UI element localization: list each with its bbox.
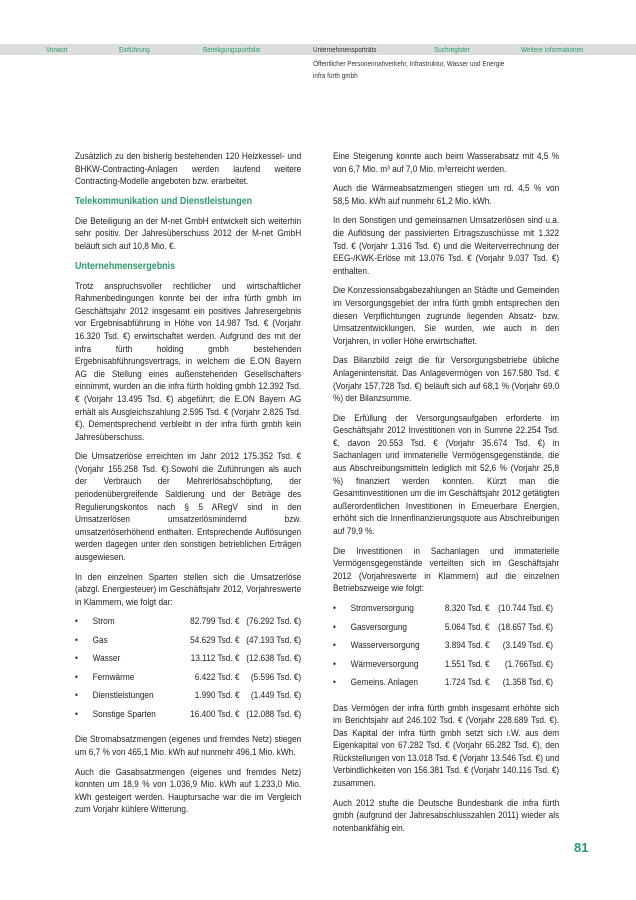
nav-vorwort[interactable]: Vorwort bbox=[46, 45, 68, 54]
item-prev-value: (12.638 Tsd. €) bbox=[246, 652, 302, 664]
item-name: Fernwärme bbox=[92, 670, 135, 682]
item-name: Wärmeversorgung bbox=[350, 657, 419, 669]
paragraph: In den einzelnen Sparten stellen sich die Umsatzerlöse (abzgl. Energiesteuer) im Geschäftsjahr 2012, Vorjahreswerte in Klammern, wie folgt dar: bbox=[75, 570, 302, 607]
item-prev-value: (18.657 Tsd. €) bbox=[498, 620, 553, 632]
item-name: Gasversorgung bbox=[350, 620, 408, 632]
revenue-list bbox=[75, 615, 301, 726]
bullet-icon: • bbox=[75, 670, 78, 682]
paragraph: Die Umsatzerlöse erreichten im Jahr 2012 175.352 Tsd. € (Vorjahr 155.258 Tsd. €).Sowohl die Zuführungen als auch der Verbrauch der Mehrerlösabschöpfung, der periodenübergreifende Saldierung und der Beträge des Regulierungskontos nach § 5 ARegV sind in den Umsatzerlösen umsatzerlösmindernd bzw. umsatzerlöserhöhend enthalten. Entsprechende Auflösungen werden dagegen unter den sonstigen betrieblichen Erträgen ausgewiesen. bbox=[75, 450, 302, 563]
paragraph: Auch 2012 stufte die Deutsche Bundesbank die infra fürth gmbh (aufgrund der Jahresabschlusszahlen 2011) wieder als notenbankfähig ein. bbox=[333, 796, 560, 833]
paragraph: Die Erfüllung der Versorgungsaufgaben erforderte im Geschäftsjahr 2012 Investitionen von in Summe 22.254 Tsd. €, davon 20.553 Tsd. € (Vorjahr 35.674 Tsd. €) in Sachanlagen und immaterielle Vermögensgegenstände, die aus Abschreibungsmitteln lediglich mit 52,6 % (Vorjahr 25,8 %) finanziert werden konnten. Kürzt man die Gesamtinvestitionen um die im Geschäftsjahr 2012 getätigten außerordentlichen Investitionen in Erneuerbare Energien, erhöht sich die Innenfinanzierungsquote aus Abschreibungen auf 79,9 %. bbox=[333, 411, 560, 537]
section-heading-unternehmensergebnis: Unternehmensergebnis bbox=[75, 260, 176, 272]
bullet-icon: • bbox=[75, 707, 78, 719]
nav-weitere-informationen[interactable]: Weitere Informationen bbox=[521, 45, 584, 54]
item-value: 82.799 Tsd. € bbox=[190, 615, 240, 627]
paragraph: Das Vermögen der infra fürth gmbh insgesamt erhöhte sich im Berichtsjahr auf 246.102 Tsd. € (Vorjahr 228.689 Tsd. €). Das Kapital der infra fürth gmbh setzt sich i.W. aus dem Eigenkapital von 67.282 Tsd. € (Vorjahr 65.282 Tsd. €), den Rückstellungen von 13.018 Tsd. € (Vorjahr 13.546 Tsd. €) und Verbindlichkeiten von 156.381 Tsd. € (Vorjahr 140.116 Tsd. €) zusammen. bbox=[333, 701, 560, 789]
list-item bbox=[333, 658, 559, 677]
list-item bbox=[75, 615, 301, 634]
item-name: Sonstige Sparten bbox=[92, 707, 156, 719]
item-prev-value: (1.449 Tsd. €) bbox=[250, 689, 302, 701]
list-item bbox=[333, 602, 559, 621]
bullet-icon: • bbox=[75, 633, 78, 645]
list-item bbox=[75, 671, 301, 690]
item-value: 8.320 Tsd. € bbox=[444, 602, 490, 613]
item-name: Wasserversorgung bbox=[350, 639, 420, 650]
item-value: 13.112 Tsd. € bbox=[190, 652, 240, 664]
item-prev-value: (47.193 Tsd. €) bbox=[246, 633, 302, 645]
paragraph: Auch die Wärmeabsatzmengen stiegen um rd. 4,5 % von 58,5 Mio. kWh auf nunmehr 61,2 Mio. kWh. bbox=[333, 182, 560, 206]
list-item bbox=[75, 652, 301, 671]
nav-einfuehrung[interactable]: Einführung bbox=[119, 45, 150, 54]
item-prev-value: (10.744 Tsd. €) bbox=[498, 602, 553, 613]
list-item bbox=[333, 639, 559, 658]
item-name: Wasser bbox=[92, 652, 121, 664]
page-number: 81 bbox=[574, 840, 589, 855]
list-item bbox=[75, 634, 301, 653]
item-name: Stromversorgung bbox=[350, 602, 414, 613]
item-value: 1.551 Tsd. € bbox=[444, 657, 490, 669]
paragraph: Zusätzlich zu den bisherig bestehenden 120 Heizkessel- und BHKW-Contracting-Anlagen werden laufend weitere Contracting-Modelle angeboten bzw. erarbeitet. bbox=[75, 150, 302, 187]
item-prev-value: (3.149 Tsd. €) bbox=[502, 639, 553, 650]
item-name: Dienstleistungen bbox=[92, 689, 154, 701]
paragraph: In den Sonstigen und gemeinsamen Umsatzerlösen sind u.a. die Auflösung der passivierten Ertragszuschüsse mit 1.322 Tsd. € (Vorjahr 1.316 Tsd. €) und die Weiterverrechnung der EEG-/KWK-Erlöse mit 13.076 Tsd. € (Vorjahr 9.037 Tsd. €) enthalten. bbox=[333, 214, 560, 276]
right-column bbox=[333, 150, 559, 841]
item-name: Gemeins. Anlagen bbox=[350, 676, 419, 687]
paragraph: Eine Steigerung konnte auch beim Wasserabsatz mit 4,5 % von 6,7 Mio. m³ auf 7,0 Mio. m³erreicht werden. bbox=[333, 150, 560, 174]
nav-suchregister[interactable]: Suchregister bbox=[434, 45, 470, 54]
bullet-icon: • bbox=[333, 657, 336, 669]
breadcrumb-company[interactable]: infra fürth gmbh bbox=[313, 71, 358, 80]
item-value: 5.064 Tsd. € bbox=[444, 620, 490, 632]
investment-list bbox=[333, 602, 559, 695]
item-value: 6.422 Tsd. € bbox=[194, 670, 240, 682]
item-prev-value: (5.596 Tsd. €) bbox=[250, 670, 302, 682]
top-navigation bbox=[0, 44, 636, 55]
item-prev-value: (1.358 Tsd. €) bbox=[502, 676, 553, 687]
paragraph: Die Beteiligung an der M-net GmbH entwickelt sich weiterhin sehr positiv. Der Jahresüberschuss 2012 der M-net GmbH beläuft sich auf 10,8 Mio. €. bbox=[75, 214, 302, 251]
nav-beteiligungsportfolio[interactable]: Beteiligungsportfolio bbox=[203, 45, 261, 54]
paragraph: Das Bilanzbild zeigt die für Versorgungsbetriebe übliche Anlagenintensität. Das Anlagevermögen von 167.580 Tsd. € (Vorjahr 157.728 Tsd. €) beläuft sich auf 68,1 % (Vorjahr 69,0 %) der Bilanzsumme. bbox=[333, 354, 560, 404]
bullet-icon: • bbox=[75, 689, 78, 701]
paragraph: Trotz anspruchsvoller rechtlicher und wirtschaftlicher Rahmenbedingungen konnte bei der infra fürth gmbh im Geschäftsjahr 2012 insgesamt ein positives Jahresergebnis vor Ergebnisabführung in Höhe von 14.987 Tsd. € (Vorjahr 16.320 Tsd. €) erwirtschaftet werden. Aufgrund des mit der infra fürth holding gmbh bestehenden Ergebnisabführungsvertrags, in welchem die E.ON Bayern AG die Stellung eines außenstehenden Gesellschafters einnimmt, wurden an die infra fürth holding gmbh 12.392 Tsd. € (Vorjahr 13.495 Tsd. €) abgeführt; die E.ON Bayern AG erhält als Ausgleichszahlung 2.595 Tsd. € (Vorjahr 2.825 Tsd. €). Dementsprechend verbleibt in der infra fürth gmbh kein Jahresüberschuss. bbox=[75, 279, 302, 442]
item-prev-value: (12.088 Tsd. €) bbox=[246, 707, 302, 719]
list-item bbox=[75, 708, 301, 727]
item-value: 54.629 Tsd. € bbox=[190, 633, 240, 645]
list-item bbox=[75, 689, 301, 708]
item-prev-value: (76.292 Tsd. €) bbox=[246, 615, 302, 627]
paragraph: Die Konzessionsabgabezahlungen an Städte und Gemeinden im Versorgungsgebiet der infra fürth gmbh entsprechen den diesen Verpflichtungen zugrunde liegenden Absatz- bzw. Umsatzentwicklungen. Sie wurden, wie auch in den Vorjahren, in voller Höhe erwirtschaftet. bbox=[333, 284, 560, 346]
item-value: 1.724 Tsd. € bbox=[444, 676, 490, 687]
paragraph: Die Stromabsatzmengen (eigenes und fremdes Netz) stiegen um 6,7 % von 465,1 Mio. kWh auf nunmehr 496,1 Mio. kWh. bbox=[75, 733, 302, 757]
item-name: Gas bbox=[92, 633, 108, 645]
item-value: 1.990 Tsd. € bbox=[194, 689, 240, 701]
paragraph: Die Investitionen in Sachanlagen und immaterielle Vermögensgegenstände verteilten sich im Geschäftsjahr 2012 (Vorjahreswerte in Klammern) auf die einzelnen Betriebszweige wie folgt: bbox=[333, 544, 560, 594]
item-name: Strom bbox=[92, 615, 115, 627]
bullet-icon: • bbox=[75, 615, 78, 627]
bullet-icon: • bbox=[75, 652, 78, 664]
item-prev-value: (1.766Tsd. €) bbox=[504, 657, 553, 669]
nav-unternehmensportraets[interactable]: Unternehmensporträts bbox=[313, 45, 377, 54]
item-value: 16.400 Tsd. € bbox=[190, 707, 240, 719]
section-heading-telekommunikation: Telekommunikation und Dienstleistungen bbox=[75, 195, 253, 207]
bullet-icon: • bbox=[333, 639, 336, 650]
bullet-icon: • bbox=[333, 602, 336, 613]
item-value: 3.894 Tsd. € bbox=[444, 639, 490, 650]
list-item bbox=[333, 676, 559, 695]
left-column bbox=[75, 150, 301, 823]
breadcrumb-category[interactable]: Öffentlicher Personennahverkehr, Infrastruktur, Wasser und Energie bbox=[313, 59, 505, 68]
bullet-icon: • bbox=[333, 620, 336, 632]
list-item bbox=[333, 621, 559, 640]
paragraph: Auch die Gasabsatzmengen (eigenes und fremdes Netz) konnten um 18,9 % von 1.036,9 Mio. kWh auf 1.233,0 Mio. kWh gesteigert werden. Hauptursache war die im Vergleich zum Vorjahr kühlere Witterung. bbox=[75, 765, 302, 815]
bullet-icon: • bbox=[333, 676, 336, 687]
